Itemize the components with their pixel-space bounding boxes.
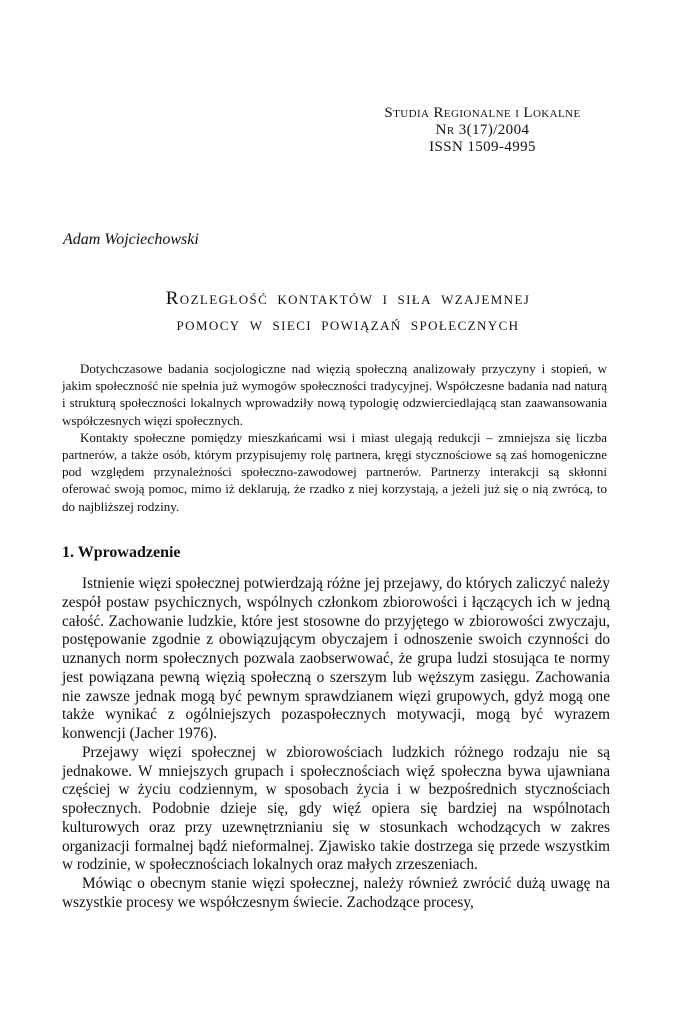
journal-issue: Nr 3(17)/2004 xyxy=(435,122,530,138)
body-paragraph: Przejawy więzi społecznej w zbiorowościach ludzkich różnego rodzaju nie są jednakowe. W mniejszych grupach i społecznościach więź społeczna bywa ujawniana częściej w życiu codziennym, w sposobach życia i w bezpośrednich stycznościach społecznych. Podobnie dzieje się, gdy więź opiera się bardziej na wspólnotach kulturowych oraz przy uzewnętrznianiu się w stosunkach wchodzących w zakres organizacji formalnej bądź nieformalnej. Zjawisko takie dostrzega się przede wszystkim w rodzinie, w społecznościach lokalnych oraz małych zrzeszeniach. xyxy=(62,743,610,874)
section-heading: 1. Wprowadzenie xyxy=(62,544,181,561)
body-paragraph: Istnienie więzi społecznej potwierdzają różne jej przejawy, do których zaliczyć należy zespół postaw psychicznych, wspólnych członkom zbiorowości i łączących ich w jedną całość. Zachowanie ludzkie, które jest stosowne do przyjętego w zbiorowości zwyczaju, postępowanie zgodnie z obowiązującym obyczajem i odnoszenie swoich czynności do uznanych norm społecznych pozwala zaobserwować, że grupa ludzi stosująca te normy jest powiązana pewną więzią społeczną o szerszym lub węższym zasięgu. Zachowania nie zawsze jednak mogą być pewnym sprawdzianem więzi grupowych, gdyż mogą one także wynikać z ogólniejszych pozaspołecznych motywacji, mogą być wyrazem konwencji (Jacher 1976). xyxy=(62,575,610,742)
abstract-paragraph: Dotychczasowe badania socjologiczne nad więzią społeczną analizowały przyczyny i stopień, w jakim społeczność nie spełnia już wymogów społeczności tradycyjnej. Współczesne badania nad naturą i strukturą społeczności lokalnych wprowadziły nową typologię odzwierciedlającą stan zaawansowania współczesnych więzi społecznych. xyxy=(62,361,607,428)
body-paragraph: Mówiąc o obecnym stanie więzi społecznej, należy również zwrócić dużą uwagę na wszystkie procesy we współczesnym świecie. Zachodzące procesy, xyxy=(62,875,610,911)
section-body xyxy=(62,575,610,913)
author-name: Adam Wojciechowski xyxy=(63,231,199,248)
journal-name: Studia Regionalne i Lokalne xyxy=(384,105,581,121)
title-line-2: pomocy w sieci powiązań społecznych xyxy=(176,314,520,335)
journal-header xyxy=(330,105,635,156)
abstract-paragraph: Kontakty społeczne pomiędzy mieszkańcami wsi i miast ulegają redukcji – zmniejsza się liczba partnerów, a także osób, którym przypisujemy rolę partnera, kręgi stycznościowe są zaś homogeniczne pod względem przynależności społeczno-zawodowej partnerów. Partnerzy interakcji są skłonni oferować swoją pomoc, mimo iż deklarują, że rzadko z niej korzystają, a jeżeli już się o nią zwrócą, to do najbliższej rodziny. xyxy=(62,429,607,514)
abstract xyxy=(62,360,607,515)
title-line-1: Rozległość kontaktów i siła wzajemnej xyxy=(165,288,531,309)
journal-issn: ISSN 1509-4995 xyxy=(429,139,536,155)
article-title xyxy=(40,286,656,338)
